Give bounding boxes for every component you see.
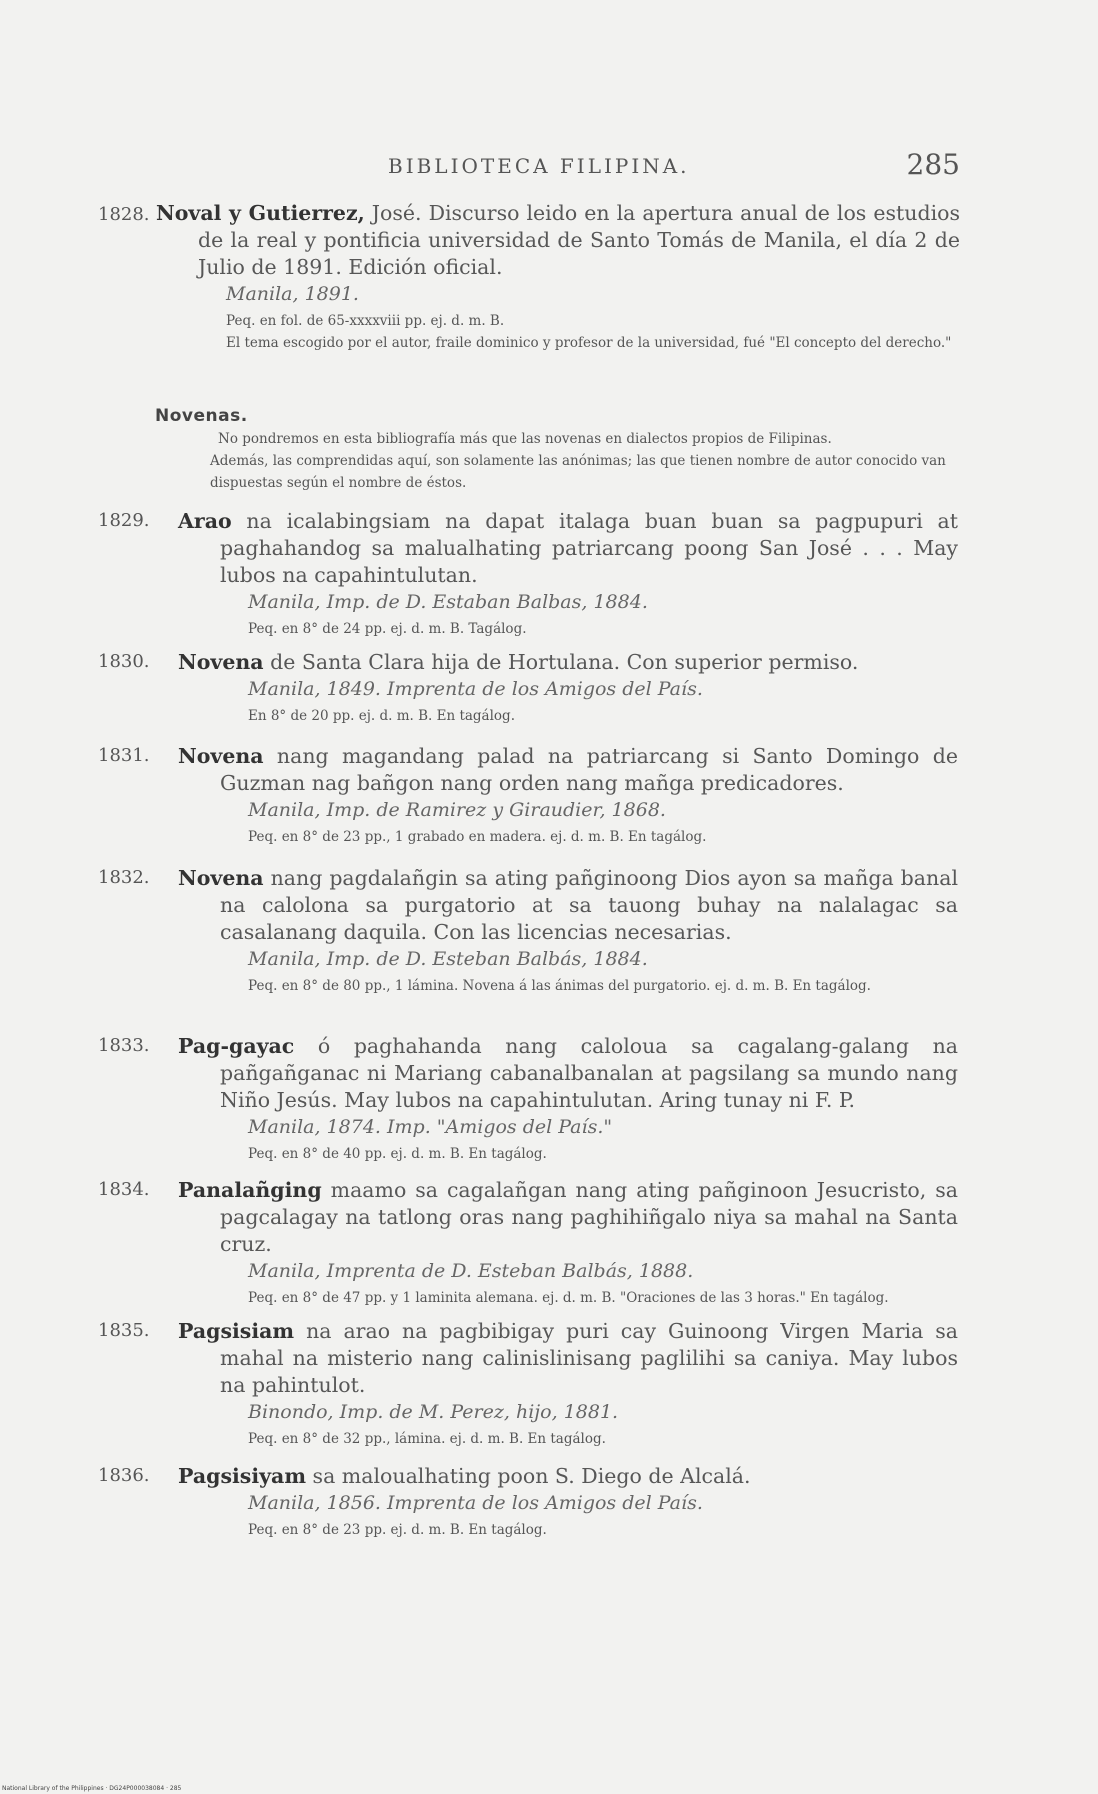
entry-imprint: Manila, 1891. xyxy=(226,283,359,305)
entry-body xyxy=(178,865,958,997)
page-number: 285 xyxy=(906,148,960,181)
entry-note-secondary: El tema escogido por el autor, fraile dominico y profesor de la universidad, fué "El concepto del derecho." xyxy=(226,335,952,351)
entry-heading: Novena xyxy=(178,650,264,674)
entry-description: José. Discurso leido en la apertura anual de los estudios de la real y pontificia universidad de Santo Tomás de Manila, el día 2 de Julio de 1891. Edición oficial. xyxy=(198,201,960,279)
entry-note: Peq. en 8° de 40 pp. ej. d. m. B. En tagálog. xyxy=(248,1146,547,1162)
scan-credit: National Library of the Philippines · DG24P000038084 · 285 xyxy=(2,1785,182,1792)
entry-title-text xyxy=(156,200,960,281)
entry-description: nang pagdalañgin sa ating pañginoong Dios ayon sa mañga banal na calolona sa purgatorio at sa tauong buhay na nalalagac sa casalanang daquila. Con las licencias necesarias. xyxy=(220,866,958,944)
entry-heading: Pagsisiyam xyxy=(178,1464,307,1488)
entry-body xyxy=(178,649,958,727)
entry-description: de Santa Clara hija de Hortulana. Con superior permiso. xyxy=(263,650,859,674)
entry-description: na icalabingsiam na dapat italaga buan buan sa pagpupuri at paghahandog sa malualhating patriarcang poong San José . . . May lubos na capahintulutan. xyxy=(220,509,958,587)
entry-description: na arao na pagbibigay puri cay Guinoong Virgen Maria sa mahal na misterio nang calinislinisang paglilihi sa caniya. May lubos na pahintulot. xyxy=(220,1319,958,1397)
entry-imprint: Manila, Imprenta de D. Esteban Balbás, 1888. xyxy=(248,1260,694,1282)
section-note xyxy=(210,428,956,494)
entry-number: 1830. xyxy=(98,651,150,672)
entry-heading: Novena xyxy=(178,744,264,768)
entry-heading: Panalañging xyxy=(178,1178,322,1202)
entry-number: 1836. xyxy=(98,1465,150,1486)
entry-number: 1834. xyxy=(98,1179,150,1200)
entry-imprint: Manila, Imp. de D. Esteban Balbás, 1884. xyxy=(248,948,648,970)
entry-title-text xyxy=(178,1033,958,1114)
entry-title-text xyxy=(178,508,958,589)
entry-number: 1833. xyxy=(98,1035,150,1056)
entry-number: 1835. xyxy=(98,1320,150,1341)
entry-heading: Arao xyxy=(178,509,232,533)
entry-body xyxy=(178,1177,958,1309)
entry-title-text xyxy=(178,1318,958,1399)
entry-number: 1828. xyxy=(98,204,150,225)
entry-body xyxy=(178,1318,958,1450)
entry-body xyxy=(178,743,958,848)
entry-note: Peq. en 8° de 23 pp. ej. d. m. B. En tagálog. xyxy=(248,1522,547,1538)
entry-body xyxy=(178,508,958,640)
entry-note: Peq. en 8° de 23 pp., 1 grabado en madera. ej. d. m. B. En tagálog. xyxy=(248,829,707,845)
entry-title-text xyxy=(178,1463,958,1490)
entry-note: Peq. en 8° de 32 pp., lámina. ej. d. m. B. En tagálog. xyxy=(248,1431,606,1447)
entry-description: maamo sa cagalañgan nang ating pañginoon Jesucristo, sa pagcalagay na tatlong oras nang paghihiñgalo niya sa mahal na Santa cruz. xyxy=(220,1178,958,1256)
section-note-line2: Además, las comprendidas aquí, son solamente las anónimas; las que tienen nombre de autor conocido van dispuestas según el nombre de éstos. xyxy=(210,453,946,491)
entry-title-text xyxy=(178,743,958,797)
section-title: Novenas. xyxy=(155,406,248,426)
entry-number: 1831. xyxy=(98,745,150,766)
entry-note: Peq. en 8° de 24 pp. ej. d. m. B. Tagálog. xyxy=(248,621,527,637)
entry-description: ó paghahanda nang caloloua sa cagalang-galang na pañgañganac ni Mariang cabanalbanalan at pagsilang sa mundo nang Niño Jesús. May lubos na capahintulutan. Aring tunay ni F. P. xyxy=(220,1034,958,1112)
entry-note: Peq. en 8° de 47 pp. y 1 laminita alemana. ej. d. m. B. "Oraciones de las 3 horas." En tagálog. xyxy=(248,1290,889,1306)
entry-imprint: Manila, 1849. Imprenta de los Amigos del País. xyxy=(248,678,703,700)
entry-heading: Pagsisiam xyxy=(178,1319,295,1343)
entry-imprint: Manila, 1856. Imprenta de los Amigos del País. xyxy=(248,1492,703,1514)
entry-imprint: Manila, Imp. de Ramirez y Giraudier, 1868. xyxy=(248,799,666,821)
entry-title-text xyxy=(178,649,958,676)
entry-heading: Pag-gayac xyxy=(178,1034,295,1058)
entry-heading: Novena xyxy=(178,866,264,890)
entry-title-text xyxy=(178,865,958,946)
entry-note: En 8° de 20 pp. ej. d. m. B. En tagálog. xyxy=(248,708,515,724)
section-note-line1: No pondremos en esta bibliografía más que las novenas en dialectos propios de Filipinas. xyxy=(218,431,832,447)
entry-number: 1832. xyxy=(98,867,150,888)
entry-imprint: Manila, 1874. Imp. "Amigos del País." xyxy=(248,1116,613,1138)
entry-note: Peq. en 8° de 80 pp., 1 lámina. Novena á las ánimas del purgatorio. ej. d. m. B. En tagálog. xyxy=(248,978,871,994)
entry-imprint: Binondo, Imp. de M. Perez, hijo, 1881. xyxy=(248,1401,619,1423)
entry-note: Peq. en fol. de 65-xxxxviii pp. ej. d. m. B. xyxy=(226,313,505,329)
page-header xyxy=(388,148,960,188)
entry-number: 1829. xyxy=(98,510,150,531)
entry-title-text xyxy=(178,1177,958,1258)
entry-description: nang magandang palad na patriarcang si Santo Domingo de Guzman nag bañgon nang orden nang mañga predicadores. xyxy=(220,744,958,795)
entry-body xyxy=(156,200,960,354)
entry-body xyxy=(178,1463,958,1541)
entry-heading: Noval y Gutierrez, xyxy=(156,201,365,225)
entry-imprint: Manila, Imp. de D. Estaban Balbas, 1884. xyxy=(248,591,648,613)
entry-description: sa maloualhating poon S. Diego de Alcalá. xyxy=(306,1464,751,1488)
entry-body xyxy=(178,1033,958,1165)
running-title: BIBLIOTECA FILIPINA. xyxy=(388,154,690,178)
